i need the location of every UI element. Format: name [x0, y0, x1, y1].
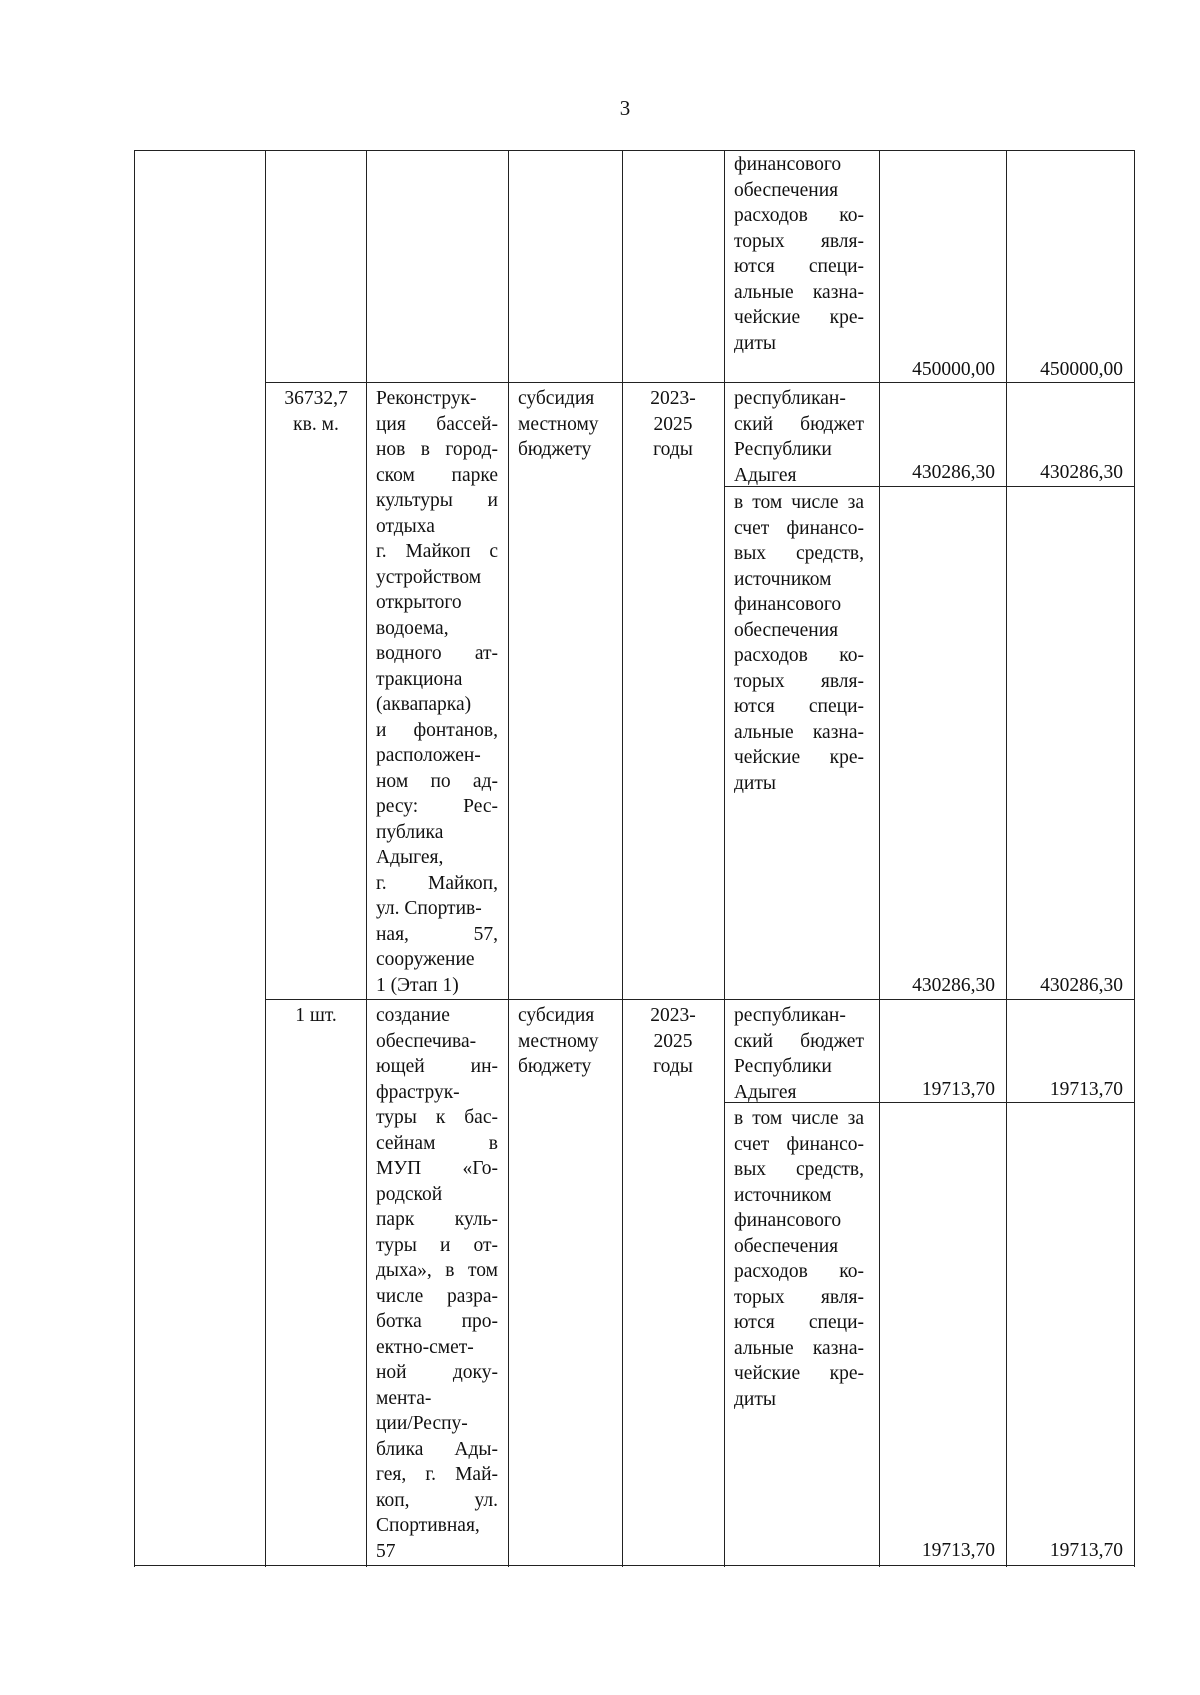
row-2-sub-amount-2: 19713,70 [1049, 1540, 1123, 1561]
row-1-source-sub: в том числе за счет финансо- вых средств, источником финансового обеспечения расходов ко- торых явля- ются специ- альные казна- чейские кре- диты [734, 492, 864, 794]
row-1-sub-amount-1: 430286,30 [912, 975, 995, 996]
row-2-form: субсидия местному бюджету [518, 1005, 599, 1077]
row-1-form: субсидия местному бюджету [518, 388, 599, 460]
row-2-source-main: республикан- ский бюджет Республики Адыгея [734, 1005, 864, 1103]
row-2-object: создание обеспечива- ющей ин- фраструк- туры к бас- сейнам в МУП «Го- родской парк куль- туры и от- дыха», в том числе разра- ботка про- ектно-смет- ной доку- мента- ции/Респу- блика Ады- гея, г. Май- коп, ул. Спортивная, 57 [376, 1005, 498, 1562]
row-1-period: 2023- 2025 годы [650, 388, 696, 460]
row-2-source-sub: в том числе за счет финансо- вых средств, источником финансового обеспечения расходов ко- торых явля- ются специ- альные казна- чейские кре- диты [734, 1108, 864, 1410]
table-border-right [1134, 150, 1135, 1567]
row-1-sub-amount-2: 430286,30 [1040, 975, 1123, 996]
row-2-sub-amount-1: 19713,70 [921, 1540, 995, 1561]
row-divider-1 [265, 382, 1135, 383]
page-number: 3 [619, 96, 631, 120]
column-divider-1 [265, 150, 266, 1567]
row-2-capacity: 1 шт. [295, 1005, 337, 1026]
column-divider-6 [879, 150, 880, 1567]
continuation-amount-2: 450000,00 [1040, 359, 1123, 380]
column-divider-5 [724, 150, 725, 1567]
row-divider-2 [265, 999, 1135, 1000]
row-2-main-amount-2: 19713,70 [1049, 1079, 1123, 1100]
column-divider-7 [1006, 150, 1007, 1567]
table-border-top [134, 150, 1135, 151]
row-1-source-main: республикан- ский бюджет Республики Адыгея [734, 388, 864, 486]
row-1-main-amount-2: 430286,30 [1040, 462, 1123, 483]
column-divider-4 [622, 150, 623, 1567]
table-border-left [134, 150, 135, 1567]
row-1-capacity: 36732,7 кв. м. [284, 388, 348, 435]
row-2-main-amount-1: 19713,70 [921, 1079, 995, 1100]
row-1-main-amount-1: 430286,30 [912, 462, 995, 483]
row-2-period: 2023- 2025 годы [650, 1005, 696, 1077]
column-divider-3 [508, 150, 509, 1567]
funding-table [134, 150, 1136, 1567]
table-border-bottom [134, 1565, 1135, 1566]
row-1-object: Реконструк- ция бассей- нов в город- ском парке культуры и отдыха г. Майкоп с устройством открытого водоема, водного ат- тракциона (аквапарка) и фонтанов, расположен- ном по ад- ресу: Рес- публика Адыгея, г. Майкоп, ул. Спортив- ная, 57, сооружение 1 (Этап 1) [376, 388, 498, 996]
continuation-amount-1: 450000,00 [912, 359, 995, 380]
continuation-funding-text: финансового обеспечения расходов ко- торых явля- ются специ- альные казна- чейские кре- диты [734, 154, 864, 354]
column-divider-2 [366, 150, 367, 1567]
